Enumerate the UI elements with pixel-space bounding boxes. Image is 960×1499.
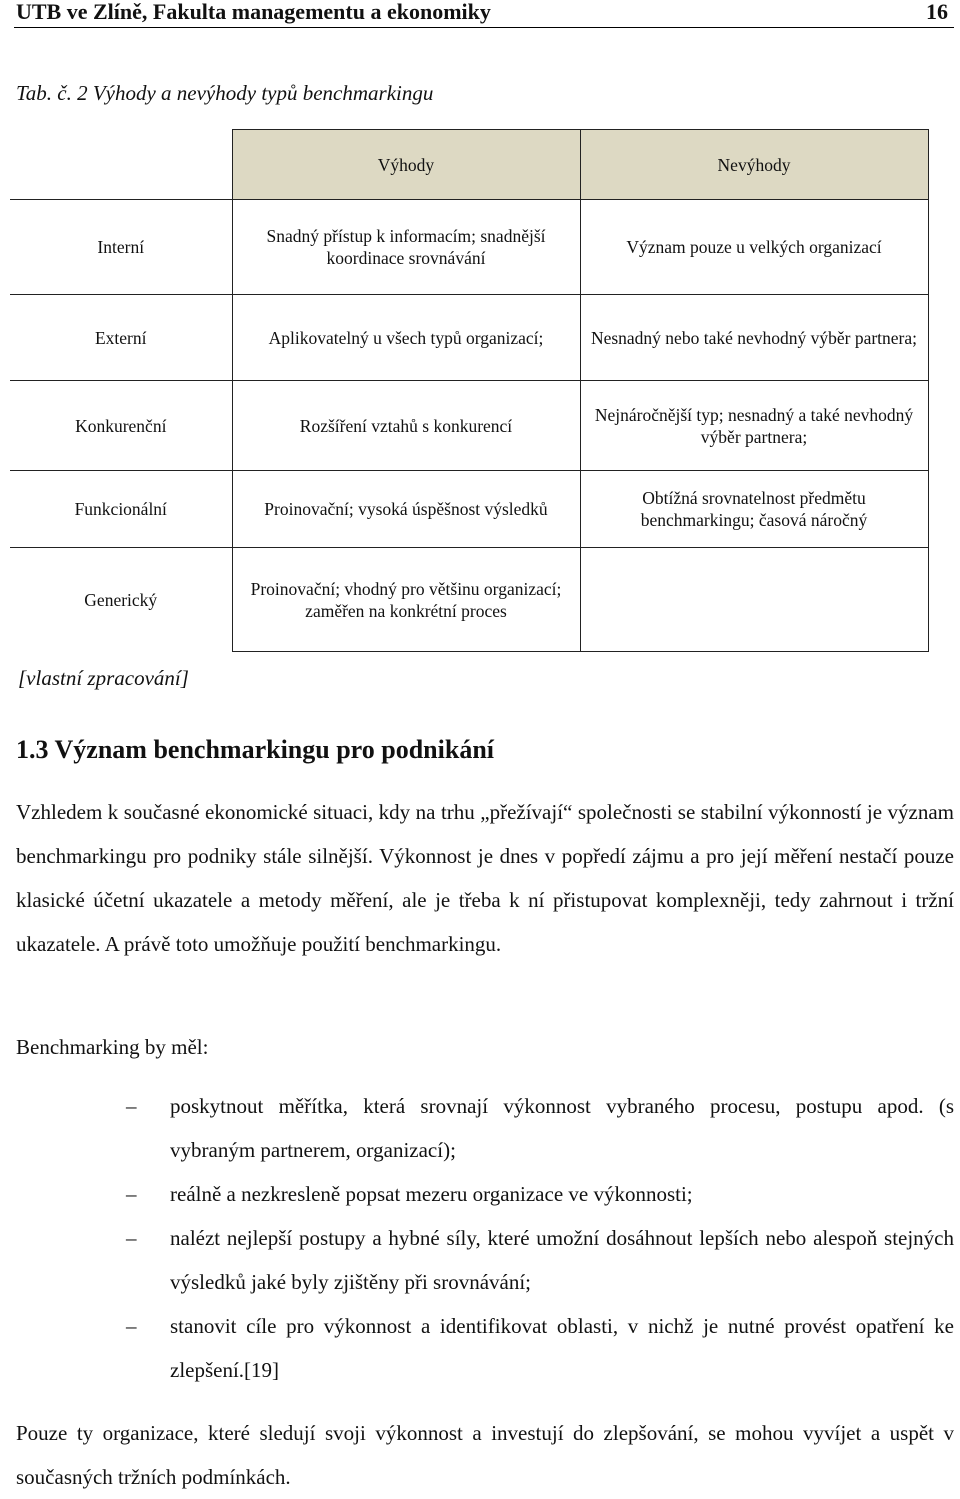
table-row (10, 381, 928, 471)
list-item-text: stanovit cíle pro výkonnost a identifikovat oblasti, v nichž je nutné provést opatření ke zlepšení.[19] (170, 1314, 954, 1382)
list-item-text: poskytnout měřítka, která srovnají výkonnost vybraného procesu, postupu apod. (s vybraným partnerem, organizací); (170, 1094, 954, 1162)
benchmarking-types-table (10, 129, 929, 652)
table-header-row (10, 130, 928, 200)
advantage-cell: Aplikovatelný u všech typů organizací; (232, 295, 580, 381)
disadvantage-cell: Obtížná srovnatelnost předmětu benchmarkingu; časová náročný (580, 471, 928, 548)
table-corner-cell (10, 130, 232, 200)
row-label: Externí (10, 295, 232, 381)
column-header-advantages: Výhody (232, 130, 580, 200)
disadvantage-cell: Význam pouze u velkých organizací (580, 200, 928, 295)
row-label: Interní (10, 200, 232, 295)
row-label: Konkurenční (10, 381, 232, 471)
list-intro-paragraph: Benchmarking by měl: (16, 1035, 209, 1059)
dash-bullet: – (126, 1314, 137, 1338)
advantage-cell: Proinovační; vysoká úspěšnost výsledků (232, 471, 580, 548)
benchmarking-goals-list (126, 1084, 954, 1392)
page-header (14, 0, 954, 28)
dash-bullet: – (126, 1182, 137, 1206)
row-label: Funkcionální (10, 471, 232, 548)
list-item-text: nalézt nejlepší postupy a hybné síly, které umožní dosáhnout lepších nebo alespoň stejných výsledků jaké byly zjištěny při srovnávání; (170, 1226, 954, 1294)
list-item (126, 1084, 954, 1172)
row-label: Generický (10, 548, 232, 652)
disadvantage-cell (580, 548, 928, 652)
disadvantage-cell: Nejnáročnější typ; nesnadný a také nevhodný výběr partnera; (580, 381, 928, 471)
body-paragraph: Vzhledem k současné ekonomické situaci, kdy na trhu „přežívají“ společnosti se stabilní výkonností je význam benchmarkingu pro podniky stále silnější. Výkonnost je dnes v popředí zájmu a pro její měření nestačí pouze klasické účetní ukazatele a metody měření, ale je třeba k ní přistupovat komplexněji, tedy zahrnout i tržní ukazatele. A právě toto umožňuje použití benchmarkingu. (16, 800, 954, 956)
table-row (10, 471, 928, 548)
list-item-text: reálně a nezkresleně popsat mezeru organizace ve výkonnosti; (170, 1182, 693, 1206)
table-caption: Tab. č. 2 Výhody a nevýhody typů benchmarkingu (16, 81, 434, 105)
section-heading: 1.3 Význam benchmarkingu pro podnikání (16, 735, 495, 764)
table-row (10, 548, 928, 652)
list-item (126, 1216, 954, 1304)
advantage-cell: Snadný přístup k informacím; snadnější koordinace srovnávání (232, 200, 580, 295)
disadvantage-cell: Nesnadný nebo také nevhodný výběr partnera; (580, 295, 928, 381)
advantage-cell: Rozšíření vztahů s konkurencí (232, 381, 580, 471)
page-number: 16 (926, 0, 948, 24)
dash-bullet: – (126, 1226, 137, 1250)
list-item (126, 1304, 954, 1392)
table-row (10, 200, 928, 295)
dash-bullet: – (126, 1094, 137, 1118)
header-title: UTB ve Zlíně, Fakulta managementu a ekonomiky (16, 0, 491, 24)
closing-paragraph: Pouze ty organizace, které sledují svoji výkonnost a investují do zlepšování, se mohou vyvíjet a uspět v současných tržních podmínkách. (16, 1421, 954, 1489)
table-row (10, 295, 928, 381)
advantage-cell: Proinovační; vhodný pro většinu organizací; zaměřen na konkrétní proces (232, 548, 580, 652)
table-source-note: [vlastní zpracování] (18, 666, 189, 690)
column-header-disadvantages: Nevýhody (580, 130, 928, 200)
list-item (126, 1172, 954, 1216)
